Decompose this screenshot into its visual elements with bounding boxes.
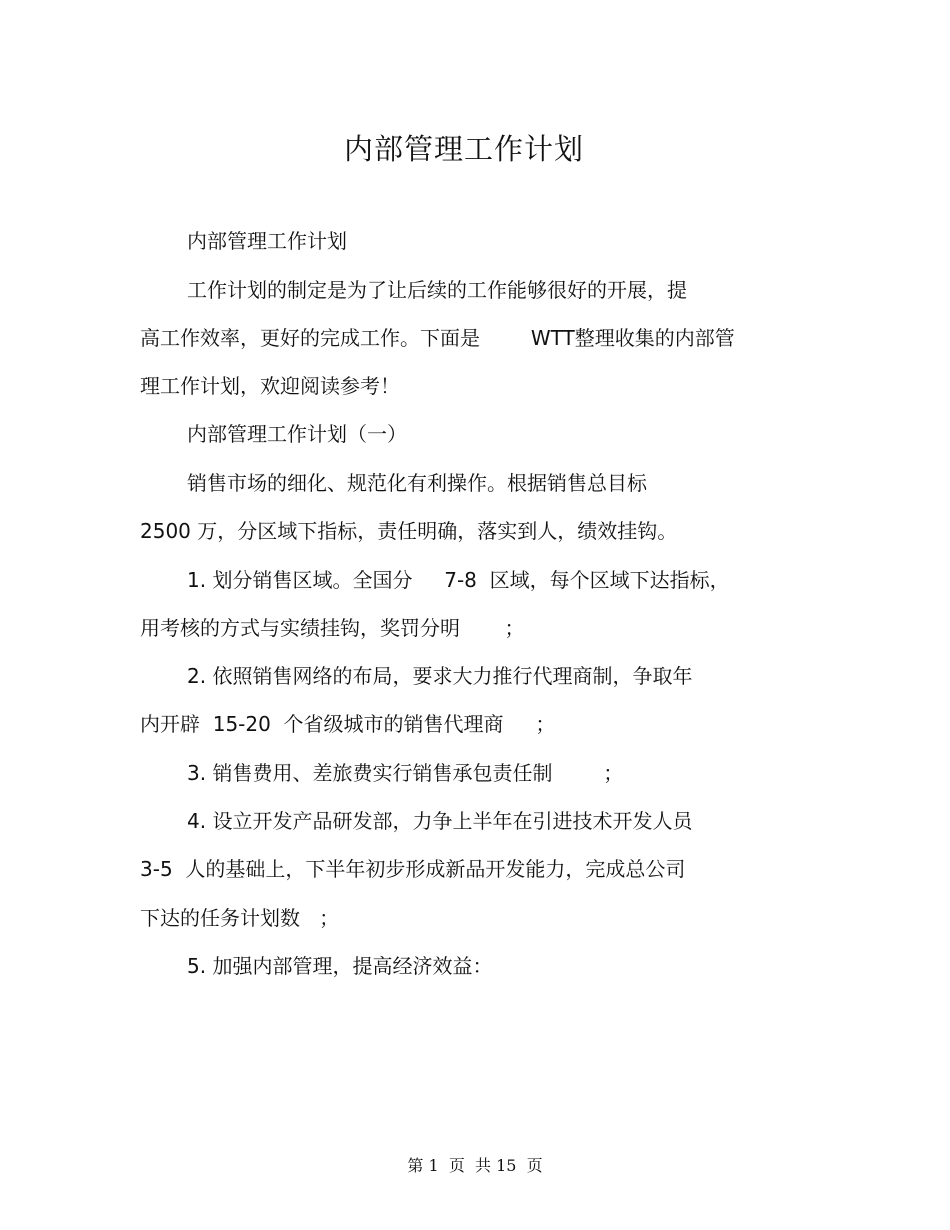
paragraph-line: 销售市场的细化、规范化有利操作。根据销售总目标 <box>187 471 647 495</box>
section-heading: 内部管理工作计划（一） <box>187 422 407 446</box>
subtitle-line: 内部管理工作计划 <box>187 229 347 253</box>
list-item-line: 5. 加强内部管理，提高经济效益： <box>187 954 493 978</box>
list-item-line: 3-5 人的基础上，下半年初步形成新品开发能力，完成总公司 <box>140 857 686 881</box>
page-footer: 第 1 页 共 15 页 <box>407 1156 543 1175</box>
list-item-line: 1. 划分销售区域。全国分 7-8 区域，每个区域下达指标， <box>187 568 730 592</box>
paragraph-line: 工作计划的制定是为了让后续的工作能够很好的开展，提 <box>187 278 687 302</box>
list-item-line: 用考核的方式与实绩挂钩，奖罚分明 ； <box>140 616 525 640</box>
paragraph-line: 2500 万，分区域下指标，责任明确，落实到人，绩效挂钩。 <box>140 519 678 543</box>
list-item-line: 下达的任务计划数 ； <box>140 906 340 930</box>
paragraph-line: 理工作计划，欢迎阅读参考！ <box>140 374 400 398</box>
paragraph-line: 高工作效率，更好的完成工作。下面是 WTT整理收集的内部管 <box>140 326 735 350</box>
list-item-line: 4. 设立开发产品研发部，力争上半年在引进技术开发人员 <box>187 809 693 833</box>
list-item-line: 3. 销售费用、差旅费实行销售承包责任制 ； <box>187 761 624 785</box>
list-item-line: 内开辟 15-20 个省级城市的销售代理商 ； <box>140 712 556 736</box>
page-title: 内部管理工作计划 <box>343 132 584 166</box>
list-item-line: 2. 依照销售网络的布局，要求大力推行代理商制，争取年 <box>187 664 693 688</box>
